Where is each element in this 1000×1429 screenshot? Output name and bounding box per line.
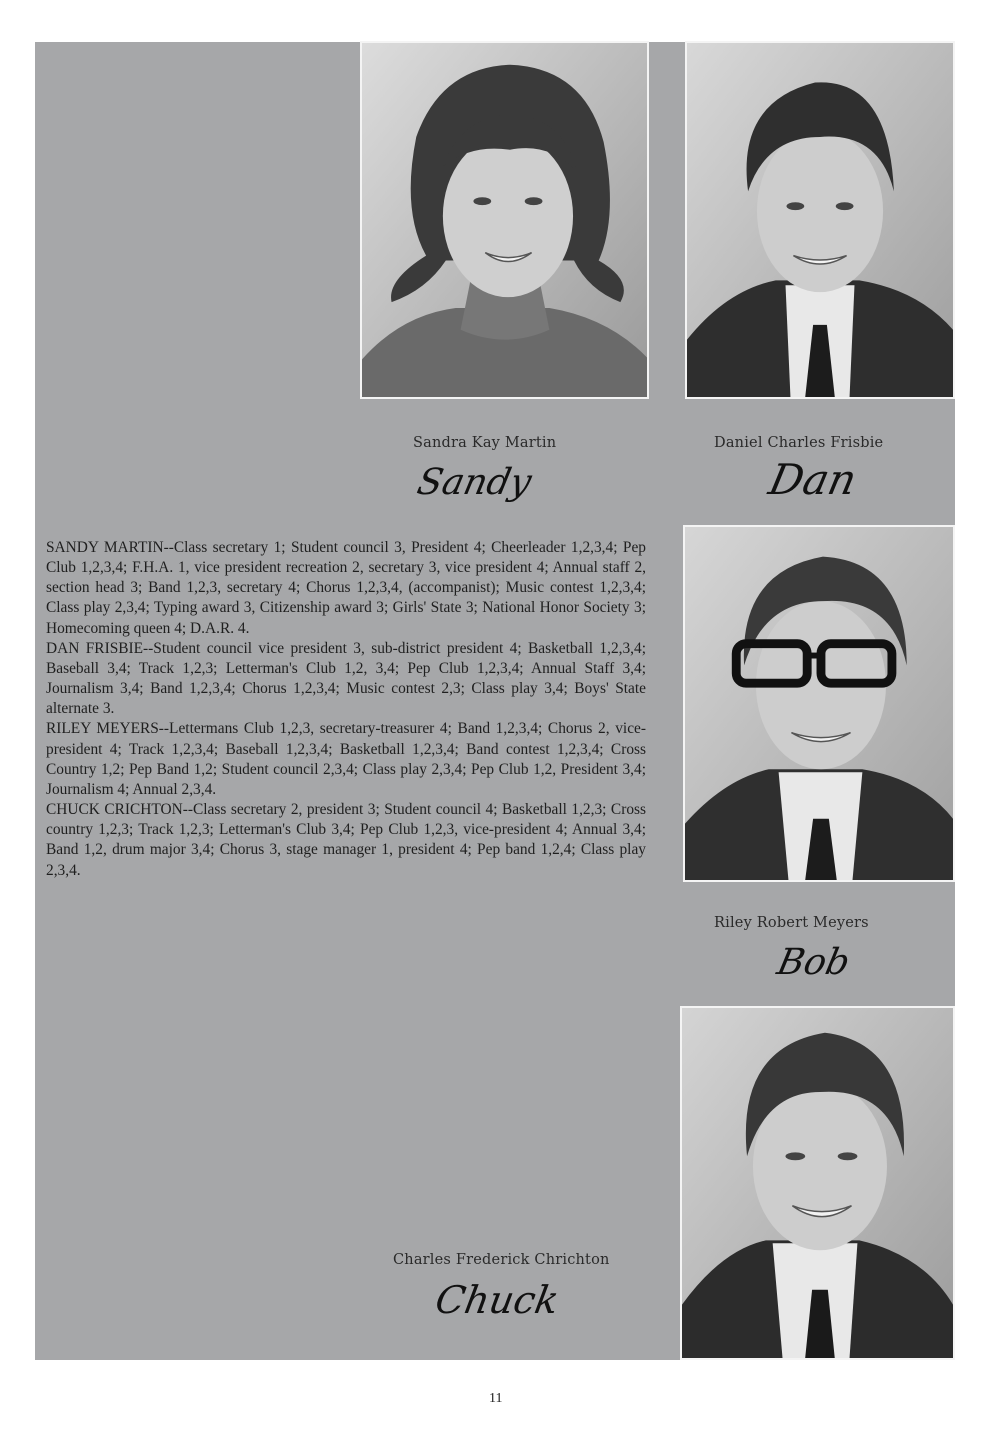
- student-signature: Sandy: [413, 462, 536, 503]
- student-bios: [46, 538, 646, 881]
- portrait-photo-riley: [683, 525, 955, 882]
- student-name-caption: Daniel Charles Frisbie: [714, 435, 884, 451]
- bio-paragraph: CHUCK CRICHTON--Class secretary 2, president 3; Student council 4; Basketball 1,2,3; Cross country 1,2,3; Track 1,2,3; Letterman's Club 3,4; Pep Club 1,2,3, vice-president 4; Annual 3,4; Band 1,2, drum major 3,4; Chorus 3, stage manager 1, president 4; Pep band 1,2,4; Class play 2,3,4.: [46, 801, 646, 879]
- student-name-caption: Charles Frederick Chrichton: [393, 1252, 610, 1268]
- page-number: 11: [489, 1391, 503, 1406]
- portrait-photo-charles: [680, 1006, 955, 1360]
- bio-paragraph: RILEY MEYERS--Lettermans Club 1,2,3, secretary-treasurer 4; Band 1,2,3,4; Chorus 2, vice-president 4; Track 1,2,3,4; Baseball 1,2,3,4; Basketball 1,2,3,4; Band contest 1,2,3,4; Cross Country 1,2; Pep Band 1,2; Student council 2,3,4; Class play 2,3,4; Pep Club 1,2, President 3,4; Journalism 4; Annual 2,3,4.: [46, 720, 646, 798]
- student-signature: Dan: [764, 455, 861, 504]
- student-name-caption: Riley Robert Meyers: [714, 915, 869, 931]
- bio-paragraph: DAN FRISBIE--Student council vice president 3, sub-district president 4; Basketball 1,2,3,4; Baseball 3,4; Track 1,2,3; Letterman's Club 1,2, 3,4; Pep Club 1,2,3,4; Annual Staff 3,4; Journalism 3,4; Band 1,2,3,4; Chorus 1,2,3,4; Music contest 2,3; Class play 3,4; Boys' State alternate 3.: [46, 639, 646, 718]
- portrait-photo-sandra: [360, 41, 649, 399]
- portrait-photo-daniel: [685, 41, 955, 399]
- student-signature: Bob: [773, 942, 854, 983]
- bio-paragraph: SANDY MARTIN--Class secretary 1; Student council 3, President 4; Cheerleader 1,2,3,4; Pep Club 1,2,3,4; F.H.A. 1, vice president recreation 2, secretary 3, vice president 4; Annual staff 2, section head 3; Band 1,2,3, secretary 4; Chorus 1,2,3,4, (accompanist); Music contest 1,2,3,4; Class play 2,3,4; Typing award 3, Citizenship award 3; Girls' State 3; National Honor Society 3; Homecoming queen 4; D.A.R. 4.: [46, 539, 646, 637]
- student-signature: Chuck: [432, 1278, 563, 1322]
- student-name-caption: Sandra Kay Martin: [413, 435, 557, 451]
